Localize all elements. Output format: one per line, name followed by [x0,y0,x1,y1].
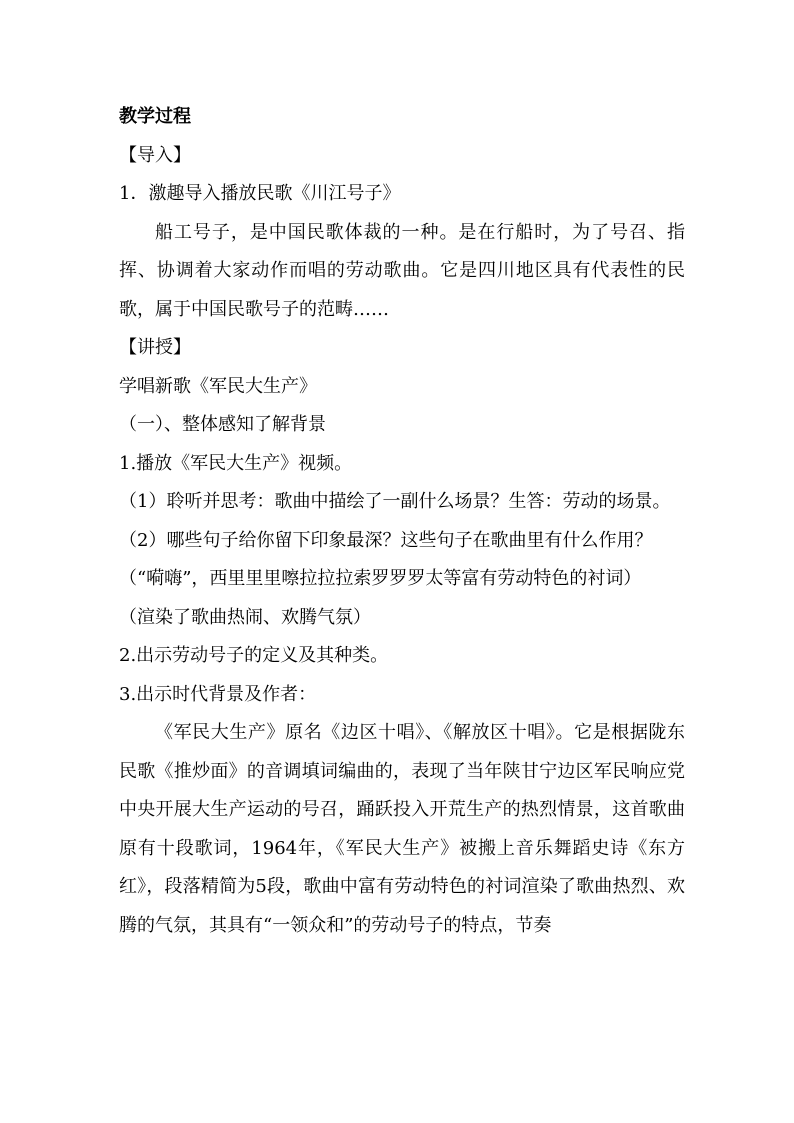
list-item-video: 1.播放《军民大生产》视频。 [119,452,353,474]
list-item-background: 3.出示时代背景及作者： [119,683,317,705]
teach-heading: 【讲授】 [119,337,191,358]
question-one: （1）聆听并思考：歌曲中描绘了一副什么场景？生答：劳动的场景。 [119,491,671,512]
intro-item: 1．激趣导入播放民歌《川江号子》 [119,183,401,204]
question-two: （2）哪些句子给你留下印象最深？这些句子在歌曲里有什么作用？ [119,529,653,551]
intro-heading: 【导入】 [119,144,191,166]
document-page [119,98,685,945]
list-item-definition: 2.出示劳动号子的定义及其种类。 [119,645,389,666]
section-title: 教学过程 [119,106,191,127]
new-song-line: 学唱新歌《军民大生产》 [119,375,317,397]
section-one-heading: （一）、整体感知了解背景 [119,414,326,435]
intro-paragraph: 船工号子，是中国民歌体裁的一种。是在行船时，为了号召、指挥、协调着大家动作而唱的劳动歌曲。它是四川地区具有代表性的民歌，属于中国民歌号子的范畴…… [119,221,685,320]
question-two-answer-effect: （渲染了歌曲热闹、欢腾气氛） [119,606,371,628]
background-paragraph: 《军民大生产》原名《边区十唱》、《解放区十唱》。它是根据陇东民歌《推炒面》的音调填词编曲的，表现了当年陕甘宁边区军民响应党中央开展大生产运动的号召，踊跃投入开荒生产的热烈情景，这首歌曲原有十段歌词，1964年，《军民大生产》被搬上音乐舞蹈史诗《东方红》，段落精简为5段，歌曲中富有劳动特色的衬词渲染了歌曲热烈、欢腾的气氛，其具有“一领众和”的劳动号子的特点，节奏 [119,722,685,936]
question-two-answer-lyrics: （“嗬嗨”，西里里里嚓拉拉拉索罗罗罗太等富有劳动特色的衬词） [119,568,642,589]
